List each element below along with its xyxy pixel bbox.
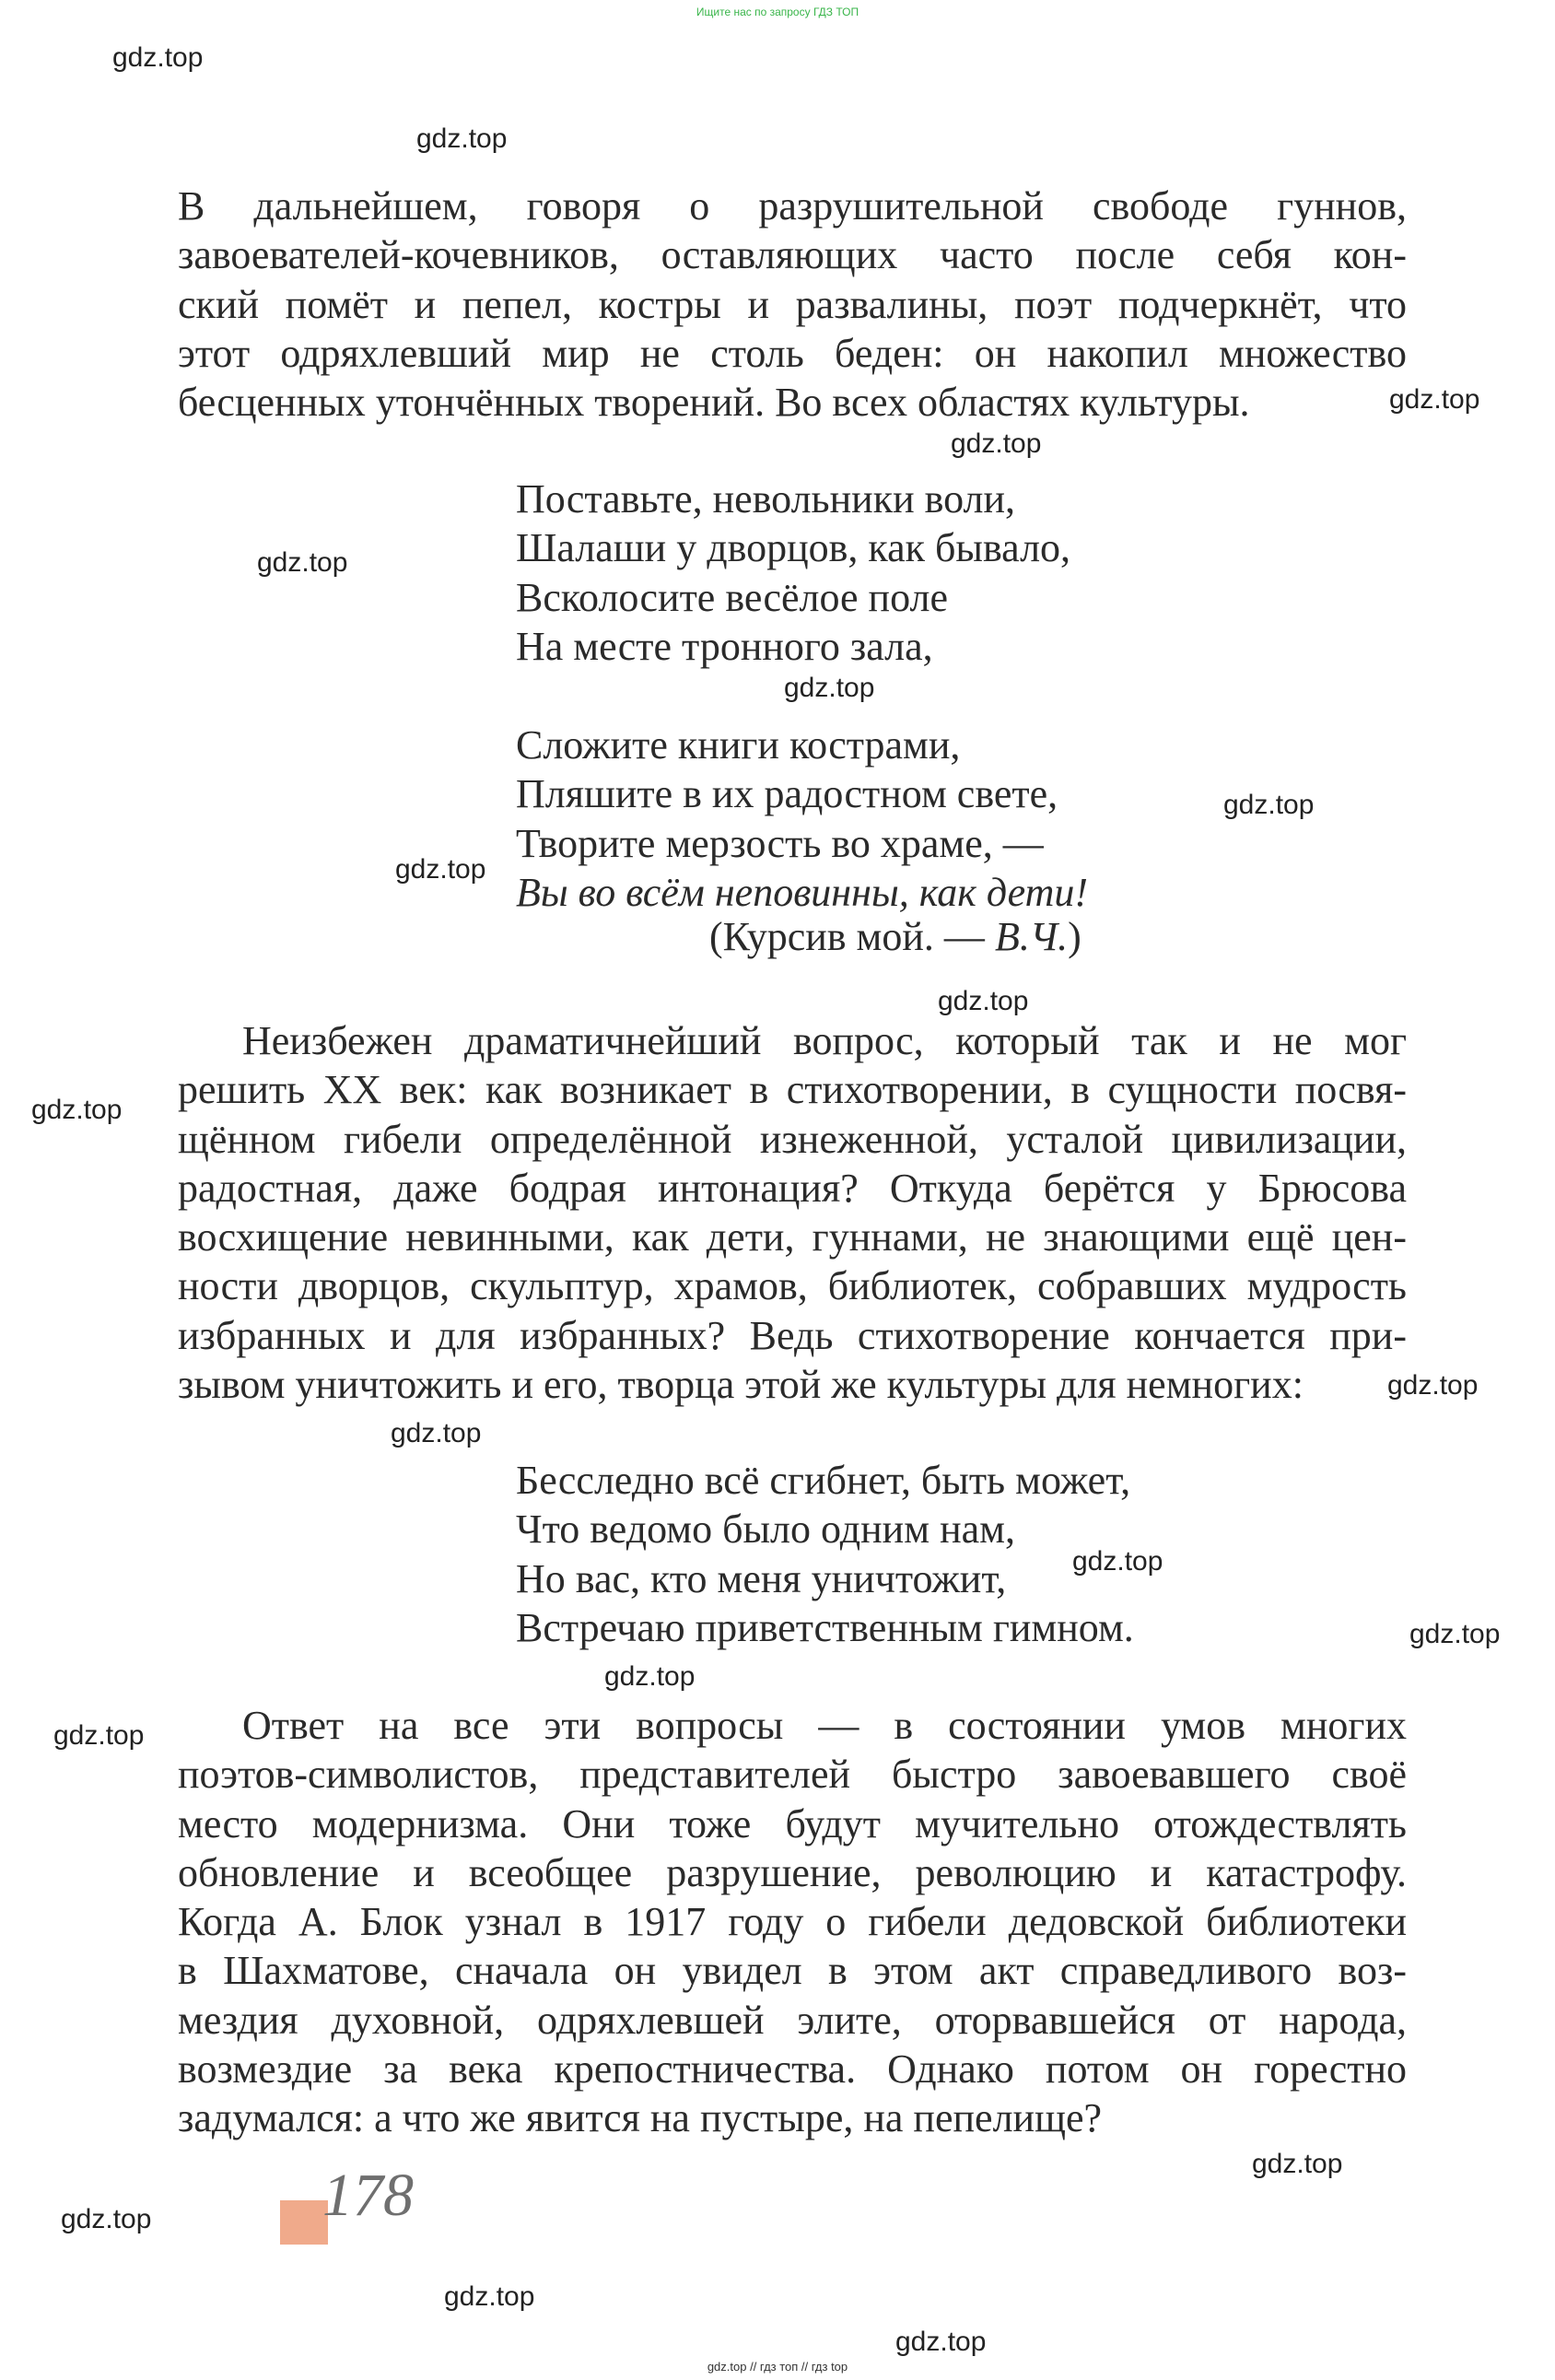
text-line: избранных и для избранных? Ведь стихотворение кончается при- bbox=[178, 1312, 1407, 1358]
watermark: gdz.top bbox=[1387, 1370, 1479, 1401]
watermark: gdz.top bbox=[938, 986, 1029, 1016]
text-line: ности дворцов, скульптур, храмов, библиотек, собравших мудрость bbox=[178, 1263, 1407, 1309]
watermark: gdz.top bbox=[1409, 1619, 1501, 1649]
text-line: Неизбежен драматичнейший вопрос, который так и не мог bbox=[242, 1018, 1407, 1063]
page-number-marker bbox=[280, 2200, 328, 2245]
watermark: gdz.top bbox=[1389, 384, 1480, 415]
verse-line: Поставьте, невольники воли, bbox=[516, 476, 1016, 522]
verse-line: Сложите книги кострами, bbox=[516, 722, 961, 768]
watermark: gdz.top bbox=[391, 1418, 482, 1448]
text-line: восхищение невинными, как дети, гуннами, не знающими ещё цен- bbox=[178, 1214, 1407, 1260]
note-author: В.Ч. bbox=[994, 914, 1069, 959]
watermark: gdz.top bbox=[395, 854, 486, 885]
text-line: задумался: а что же явится на пустыре, на пепелище? bbox=[178, 2095, 1103, 2141]
paragraph-1 bbox=[178, 182, 1407, 427]
poem-stanza-1 bbox=[516, 475, 1070, 671]
watermark: gdz.top bbox=[53, 1720, 145, 1751]
text-line: бесценных утончённых творений. Во всех областях культуры. bbox=[178, 380, 1250, 426]
text-line: В дальнейшем, говоря о разрушительной свободе гуннов, bbox=[178, 183, 1407, 229]
text-line: место модернизма. Они тоже будут мучительно отождествлять bbox=[178, 1800, 1407, 1847]
top-banner: Ищите нас по запросу ГДЗ ТОП bbox=[696, 6, 859, 18]
note-suffix: ) bbox=[1068, 914, 1081, 959]
verse-line-italic: Вы во всём неповинны, как дети! bbox=[516, 869, 1089, 915]
text-line: щённом гибели определённой изнеженной, усталой цивилизации, bbox=[178, 1116, 1407, 1162]
text-line: обновление и всеобщее разрушение, революцию и катастрофу. bbox=[178, 1849, 1407, 1895]
bottom-banner: gdz.top // гдз топ // гдз top bbox=[707, 2360, 848, 2374]
watermark: gdz.top bbox=[61, 2204, 152, 2234]
text-line: Когда А. Блок узнал в 1917 году о гибели дедовской библиотеки bbox=[178, 1899, 1407, 1945]
text-line: возмездие за века крепостничества. Однако потом он горестно bbox=[178, 2046, 1407, 2093]
text-line: Ответ на все эти вопросы — в состоянии умов многих bbox=[242, 1703, 1407, 1748]
watermark: gdz.top bbox=[416, 123, 508, 154]
verse-line: Пляшите в их радостном свете, bbox=[516, 771, 1058, 817]
verse-line: Творите мерзость во храме, — bbox=[516, 820, 1044, 866]
poem-stanza-3 bbox=[516, 1456, 1134, 1652]
watermark: gdz.top bbox=[257, 547, 348, 578]
watermark: gdz.top bbox=[1223, 790, 1315, 820]
watermark: gdz.top bbox=[604, 1661, 696, 1692]
verse-line: Но вас, кто меня уничтожит, bbox=[516, 1555, 1007, 1601]
watermark: gdz.top bbox=[951, 428, 1042, 459]
page-number: 178 bbox=[322, 2162, 414, 2229]
italic-note bbox=[709, 912, 1081, 961]
verse-line: Встречаю приветственным гимном. bbox=[516, 1604, 1134, 1650]
verse-line: Всколосите весёлое поле bbox=[516, 574, 949, 620]
watermark: gdz.top bbox=[895, 2327, 987, 2357]
paragraph-3 bbox=[178, 1701, 1407, 2143]
text-line: этот одряхлевший мир не столь беден: он накопил множество bbox=[178, 330, 1407, 376]
poem-stanza-2 bbox=[516, 721, 1088, 917]
text-line: радостная, даже бодрая интонация? Откуда берётся у Брюсова bbox=[178, 1165, 1407, 1211]
text-line: решить XX век: как возникает в стихотворении, в сущности посвя- bbox=[178, 1067, 1407, 1113]
watermark: gdz.top bbox=[444, 2281, 535, 2312]
watermark: gdz.top bbox=[1252, 2149, 1343, 2179]
verse-line: Шалаши у дворцов, как бывало, bbox=[516, 525, 1071, 571]
watermark: gdz.top bbox=[784, 673, 875, 703]
text-line: ский помёт и пепел, костры и развалины, поэт подчеркнёт, что bbox=[178, 281, 1407, 327]
watermark: gdz.top bbox=[31, 1095, 123, 1125]
text-line: мездия духовной, одряхлевшей элите, оторвавшейся от народа, bbox=[178, 1997, 1407, 2043]
paragraph-2 bbox=[178, 1016, 1407, 1409]
verse-line: Бесследно всё сгибнет, быть может, bbox=[516, 1458, 1131, 1503]
watermark: gdz.top bbox=[1072, 1546, 1163, 1577]
text-line: завоевателей-кочевников, оставляющих часто после себя кон- bbox=[178, 232, 1407, 278]
verse-line: На месте тронного зала, bbox=[516, 623, 933, 669]
text-line: зывом уничтожить и его, творца этой же культуры для немногих: bbox=[178, 1362, 1304, 1408]
text-line: поэтов-символистов, представителей быстро завоевавшего своё bbox=[178, 1752, 1407, 1798]
verse-line: Что ведомо было одним нам, bbox=[516, 1507, 1015, 1553]
note-prefix: (Курсив мой. — bbox=[709, 914, 995, 959]
watermark: gdz.top bbox=[112, 42, 204, 73]
text-line: в Шахматове, сначала он увидел в этом акт справедливого воз- bbox=[178, 1948, 1407, 1994]
